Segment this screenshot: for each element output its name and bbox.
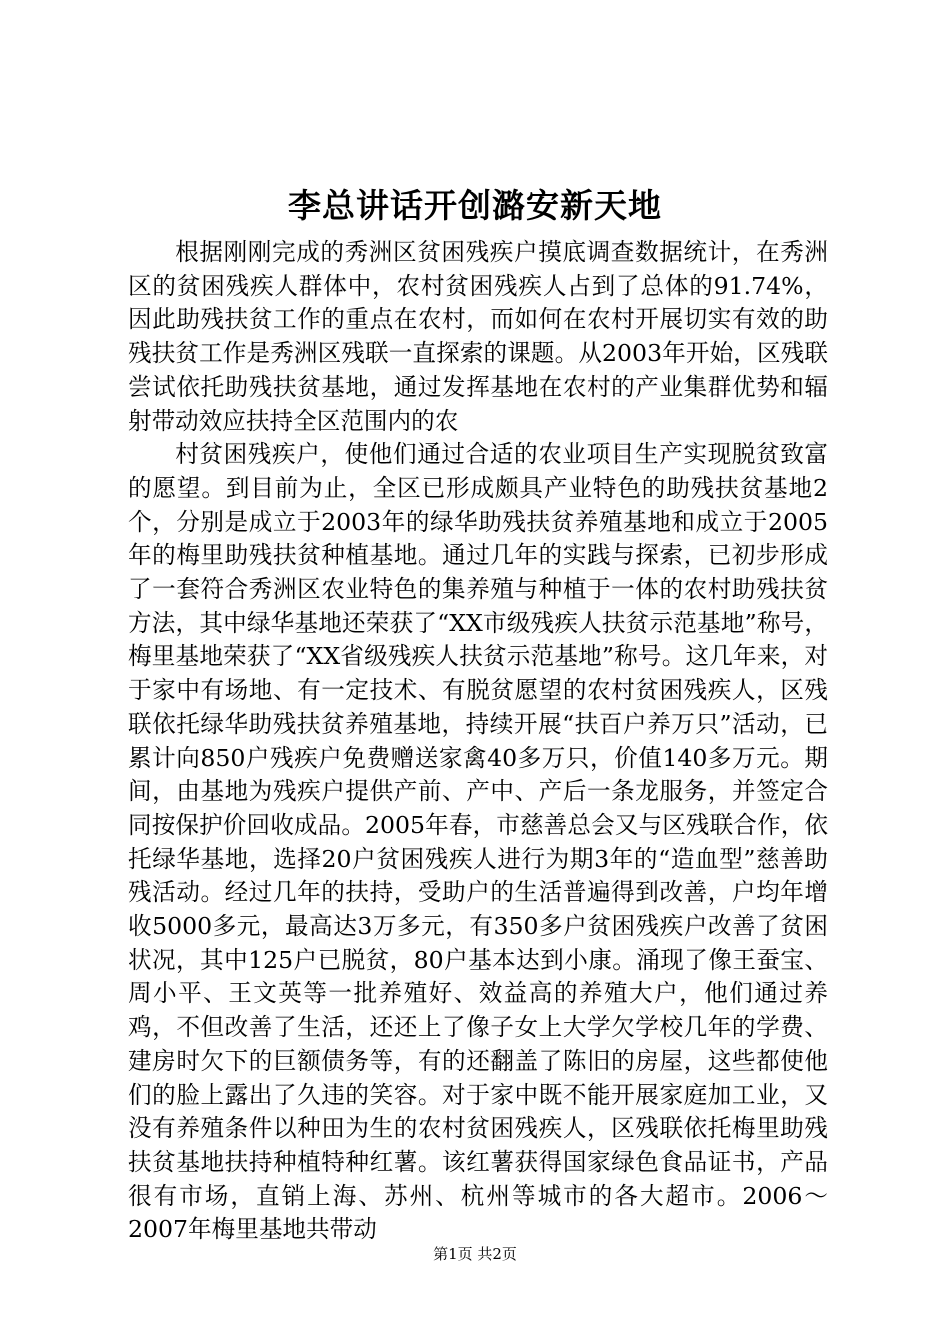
paragraph-1: 根据刚刚完成的秀洲区贫困残疾户摸底调查数据统计，在秀洲区的贫困残疾人群体中，农村贫困残疾人占到了总体的91.74%，因此助残扶贫工作的重点在农村，而如何在农村开展切实有效的助残扶贫工作是秀洲区残联一直探索的课题。从2003年开始，区残联尝试依托助残扶贫基地，通过发挥基地在农村的产业集群优势和辐射带动效应扶持全区范围内的农 [128,238,828,435]
page-footer: 第1页 共2页 [433,1245,517,1263]
document-body [128,236,828,1247]
paragraph-2: 村贫困残疾户，使他们通过合适的农业项目生产实现脱贫致富的愿望。到目前为止，全区已形成颇具产业特色的助残扶贫基地2个，分别是成立于2003年的绿华助残扶贫养殖基地和成立于2005年的梅里助残扶贫种植基地。通过几年的实践与探索，已初步形成了一套符合秀洲区农业特色的集养殖与种植于一体的农村助残扶贫方法，其中绿华基地还荣获了“XX市级残疾人扶贫示范基地”称号，梅里基地荣获了“XX省级残疾人扶贫示范基地”称号。这几年来，对于家中有场地、有一定技术、有脱贫愿望的农村贫困残疾人，区残联依托绿华助残扶贫养殖基地，持续开展“扶百户养万只”活动，已累计向850户残疾户免费赠送家禽40多万只，价值140多万元。期间，由基地为残疾户提供产前、产中、产后一条龙服务，并签定合同按保护价回收成品。2005年春，市慈善总会又与区残联合作，依托绿华基地，选择20户贫困残疾人进行为期3年的“造血型”慈善助残活动。经过几年的扶持，受助户的生活普遍得到改善，户均年增收5000多元，最高达3万多元，有350多户贫困残疾户改善了贫困状况，其中125户已脱贫，80户基本达到小康。涌现了像王蚕宝、周小平、王文英等一批养殖好、效益高的养殖大户，他们通过养鸡，不但改善了生活，还还上了像子女上大学欠学校几年的学费、建房时欠下的巨额债务等，有的还翻盖了陈旧的房屋，这些都使他们的脸上露出了久违的笑容。对于家中既不能开展家庭加工业，又没有养殖条件以种田为生的农村贫困残疾人，区残联依托梅里助残扶贫基地扶持种植特种红薯。该红薯获得国家绿色食品证书，产品很有市场，直销上海、苏州、杭州等城市的各大超市。2006～2007年梅里基地共带动 [128,440,828,1244]
page-title: 李总讲话开创潞安新天地 [288,186,662,225]
